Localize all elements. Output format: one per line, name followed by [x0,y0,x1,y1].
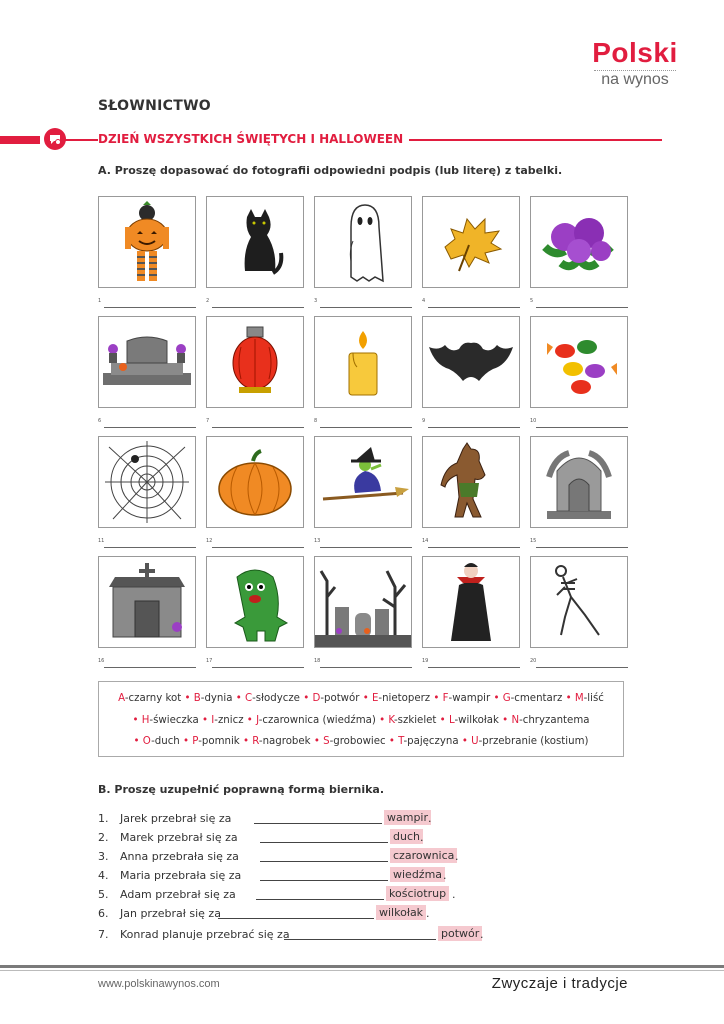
exercise-row: 6. Jan przebrał się za wilkołak . [98,906,430,920]
answer-line[interactable] [320,547,412,548]
base-word: duch [390,829,423,844]
answer-line[interactable] [320,427,412,428]
legend-item: U-przebranie (kostium) [471,736,589,747]
legend-item: O-duch [142,736,180,747]
footer-divider-thin [0,970,724,971]
picture-cell [314,316,412,432]
skeleton-icon [530,556,628,648]
spider-web-icon [98,436,196,528]
exercise-row: 7. Konrad planuje przebrać się za potwór . [98,927,484,941]
vocabulary-legend [98,681,624,757]
answer-number: 17 [206,658,213,664]
brand-logo [590,38,680,89]
answer-line[interactable] [104,667,196,668]
answer-line[interactable] [212,667,304,668]
legend-text: A-czarny kot • B-dynia • C-słodycze • D-potwór • E-nietoperz • F-wampir • G-cmentarz • M-liść • H-świeczka • I-znicz • J-czarownica (wiedźma) • K-szkielet • L-wilkołak • N-chryzantema • O-duch • P-pomnik • R-nagrobek • S-grobowiec • T-pajęczyna • U-przebranie (kostium) [118,693,604,747]
answer-blank[interactable] [218,918,374,919]
picture-cell [206,316,304,432]
speech-bubble-icon [44,128,66,150]
answer-line[interactable] [428,547,520,548]
answer-line[interactable] [536,427,628,428]
legend-item: J-czarownica (wiedźma) [256,714,376,726]
picture-cell [314,436,412,552]
logo-main-text: Polski [592,37,678,68]
exercise-row: 1. Jarek przebrał się za wampir . [98,811,432,825]
picture-cell [98,196,196,312]
logo-sub-text: na wynos [601,71,669,88]
leaf-icon [422,196,520,288]
exercise-text: Konrad planuje przebrać się za [120,928,290,941]
legend-item: N-chryzantema [511,714,590,726]
answer-number: 6 [98,418,102,424]
answer-number: 9 [422,418,426,424]
picture-cell [314,196,412,312]
candle-icon [314,316,412,408]
answer-blank[interactable] [256,899,384,900]
footer-title: Zwyczaje i tradycje [491,975,628,992]
answer-line[interactable] [212,547,304,548]
legend-item: A-czarny kot [118,693,182,704]
grave-candle-icon [206,316,304,408]
answer-line[interactable] [536,667,628,668]
picture-cell [98,316,196,432]
cemetery-icon [314,556,412,648]
answer-line[interactable] [536,307,628,308]
black-cat-icon [206,196,304,288]
legend-item: L-wilkołak [448,714,499,726]
answer-number: 14 [422,538,429,544]
answer-blank[interactable] [260,842,388,843]
vampire-icon [422,556,520,648]
pumpkin-costume-icon [98,196,196,288]
exercise-text: Jan przebrał się za [120,907,221,920]
topic-title: DZIEŃ WSZYSTKICH ŚWIĘTYCH I HALLOWEEN [98,132,409,146]
base-word: potwór [438,926,482,941]
answer-line[interactable] [536,547,628,548]
picture-cell [98,436,196,552]
grave-monument-icon [530,436,628,528]
exercise-text: Adam przebrał się za [120,888,236,901]
answer-number: 15 [530,538,537,544]
picture-cell [530,436,628,552]
footer-divider [0,965,724,968]
answer-number: 13 [314,538,321,544]
base-word: wilkołak [376,905,426,920]
answer-number: 8 [314,418,318,424]
answer-line[interactable] [320,667,412,668]
legend-item: C-słodycze [244,693,300,704]
picture-cell [422,556,520,672]
answer-number: 19 [422,658,429,664]
answer-blank[interactable] [284,939,436,940]
answer-line[interactable] [104,307,196,308]
answer-line[interactable] [212,427,304,428]
answer-number: 2 [206,298,210,304]
answer-number: 18 [314,658,321,664]
picture-cell [530,556,628,672]
bat-icon [422,316,520,408]
task-a-instruction: A. Proszę dopasować do fotografii odpowiedni podpis (lub literę) z tabelki. [98,164,563,177]
legend-item: I-znicz [211,714,244,726]
answer-number: 16 [98,658,105,664]
answer-number: 4 [422,298,426,304]
answer-number: 7 [206,418,210,424]
legend-item: B-dynia [193,693,233,704]
answer-line[interactable] [212,307,304,308]
legend-item: P-pomnik [192,736,240,747]
legend-item: E-nietoperz [371,693,431,704]
task-b-instruction: B. Proszę uzupełnić poprawną formą biernika. [98,783,385,796]
legend-item: G-cmentarz [502,693,563,704]
exercise-number: 4. [98,869,109,882]
exercise-number: 7. [98,928,109,941]
base-word: czarownica [390,848,457,863]
exercise-text: Jarek przebrał się za [120,812,232,825]
picture-cell [206,436,304,552]
legend-item: K-szkielet [388,714,437,726]
answer-blank[interactable] [260,880,388,881]
picture-cell [422,436,520,552]
answer-number: 3 [314,298,318,304]
picture-cell [422,316,520,432]
tomb-icon [98,556,196,648]
answer-number: 10 [530,418,537,424]
werewolf-icon [422,436,520,528]
answer-line[interactable] [428,427,520,428]
chrysanthemum-icon [530,196,628,288]
accent-bar [0,136,40,144]
picture-cell [206,556,304,672]
pumpkin-icon [206,436,304,528]
answer-line[interactable] [428,667,520,668]
exercise-row: 5. Adam przebrał się za kościotrup . [98,887,456,901]
exercise-number: 5. [98,888,109,901]
picture-cell [422,196,520,312]
exercise-row: 3. Anna przebrała się za czarownica . [98,849,459,863]
answer-line[interactable] [104,427,196,428]
sweets-icon [530,316,628,408]
monster-icon [206,556,304,648]
ghost-icon [314,196,412,288]
legend-item: H-świeczka [141,714,199,726]
answer-number: 20 [530,658,537,664]
answer-line[interactable] [104,547,196,548]
legend-item: D-potwór [312,693,360,704]
exercise-number: 1. [98,812,109,825]
exercise-row: 4. Maria przebrała się za wiedźma . [98,868,447,882]
picture-cell [530,196,628,312]
tombstone-icon [98,316,196,408]
legend-item: S-grobowiec [323,736,386,747]
answer-blank[interactable] [260,861,388,862]
exercise-row: 2. Marek przebrał się za duch . [98,830,424,844]
exercise-number: 6. [98,907,109,920]
answer-number: 12 [206,538,213,544]
exercise-text: Maria przebrała się za [120,869,242,882]
base-word: wiedźma [390,867,445,882]
witch-icon [314,436,412,528]
section-title: SŁOWNICTWO [98,98,212,114]
legend-item: R-nagrobek [252,736,311,747]
answer-number: 1 [98,298,102,304]
answer-blank[interactable] [254,823,382,824]
exercise-number: 3. [98,850,109,863]
base-word: wampir [384,810,431,825]
base-word: kościotrup [386,886,449,901]
legend-item: T-pajęczyna [398,736,459,747]
legend-item: M-liść [574,693,604,704]
answer-line[interactable] [320,307,412,308]
answer-number: 5 [530,298,534,304]
footer-url[interactable]: www.polskinawynos.com [98,978,220,990]
legend-item: F-wampir [442,693,491,704]
picture-cell [314,556,412,672]
exercise-number: 2. [98,831,109,844]
answer-line[interactable] [428,307,520,308]
picture-cell [206,196,304,312]
picture-cell [98,556,196,672]
exercise-text: Anna przebrała się za [120,850,239,863]
answer-number: 11 [98,538,105,544]
picture-cell [530,316,628,432]
exercise-text: Marek przebrał się za [120,831,238,844]
